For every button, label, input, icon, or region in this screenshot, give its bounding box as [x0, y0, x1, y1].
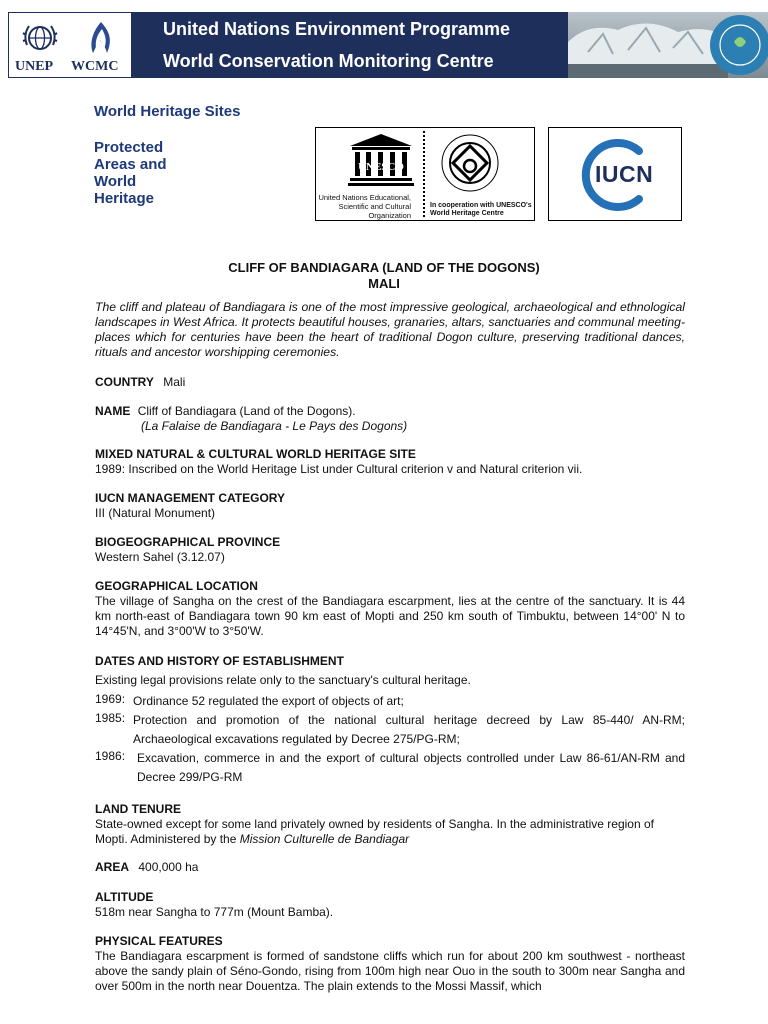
history-year: 1985: [95, 711, 126, 725]
mixed-site-text: 1989: Inscribed on the World Heritage List under Cultural criterion v and Natural criterion vii. [95, 462, 583, 476]
physical-features-text: The Bandiagara escarpment is formed of sandstone cliffs which run for about 200 km southwest - northeast above the sandy plain of Séno-Gondo, rising from 100m high near Ouo in the south to 300m near Sangha and over 500m in the north near Douentza. The plain extends to the Mossi Massif, which [95, 949, 685, 993]
unesco-temple-icon [346, 132, 416, 192]
mixed-site-heading: MIXED NATURAL & CULTURAL WORLD HERITAGE SITE [95, 447, 416, 461]
history-text: Protection and promotion of the national cultural heritage decreed by Law 85-440/ AN-RM; Archaeological excavations regulated by Decree 275/PG-RM; [133, 713, 685, 746]
iucn-logo-text: IUCN [595, 161, 654, 187]
history-heading: DATES AND HISTORY OF ESTABLISHMENT [95, 654, 344, 668]
unesco-organization-text: United Nations Educational, Scientific and Cultural Organization [318, 193, 411, 220]
history-item [95, 711, 685, 749]
history-year: 1986: [95, 749, 126, 763]
site-country-title: MALI [368, 276, 400, 291]
biogeo-text: Western Sahel (3.12.07) [95, 550, 225, 564]
altitude-section [95, 890, 685, 920]
land-tenure-heading: LAND TENURE [95, 802, 181, 816]
iucn-category-heading: IUCN MANAGEMENT CATEGORY [95, 491, 285, 505]
geo-location-section [95, 579, 685, 639]
unep-emblem-icon [21, 21, 59, 57]
partner-logos [8, 12, 132, 78]
country-label: COUNTRY [95, 375, 154, 389]
name-french: (La Falaise de Bandiagara - Le Pays des Dogons) [141, 419, 408, 433]
altitude-heading: ALTITUDE [95, 890, 154, 904]
intro-paragraph: The cliff and plateau of Bandiagara is one of the most impressive geological, archaeological and ethnological landscapes in West Africa. It protects beautiful houses, granaries, altars, sanctuaries and communal meeting-places which for centuries have been the heart of traditional Dogon culture, preserving traditional dances, rituals and ancestor worshipping ceremonies. [95, 300, 685, 359]
world-heritage-emblem-icon [430, 130, 510, 196]
history-text: Ordinance 52 regulated the export of objects of art; [133, 694, 404, 708]
history-item [95, 692, 685, 711]
history-text: Excavation, commerce in and the export of cultural objects controlled under Law 86-61/AN-RM and Decree 299/PG-RM [137, 751, 685, 784]
name-value: Cliff of Bandiagara (Land of the Dogons). [137, 404, 356, 418]
area-section [95, 860, 685, 875]
biogeo-heading: BIOGEOGRAPHICAL PROVINCE [95, 535, 281, 549]
unesco-cooperation-text: In cooperation with UNESCO's World Heritage Centre [430, 202, 532, 217]
wcmc-logo-text: WCMC [71, 59, 119, 74]
land-tenure-admin: Mission Culturelle de Bandiagar [239, 832, 410, 846]
protected-areas-heading: Protected Areas and World Heritage [94, 139, 167, 207]
wcmc-flame-icon [81, 19, 121, 59]
site-title: CLIFF OF BANDIAGARA (LAND OF THE DOGONS) [228, 260, 540, 275]
altitude-text: 518m near Sangha to 777m (Mount Bamba). [95, 905, 334, 919]
name-section [95, 404, 685, 434]
iucn-category-text: III (Natural Monument) [95, 506, 216, 520]
history-item [95, 749, 685, 787]
glacier-photo-image [568, 12, 768, 78]
history-year: 1969: [95, 692, 126, 706]
mixed-site-section [95, 447, 685, 477]
history-section [95, 654, 685, 787]
name-label: NAME [95, 404, 131, 418]
physical-features-heading: PHYSICAL FEATURES [95, 934, 223, 948]
area-value: 400,000 ha [138, 860, 199, 874]
iucn-category-section [95, 491, 685, 521]
country-value: Mali [163, 375, 186, 389]
biogeo-section [95, 535, 685, 565]
history-intro: Existing legal provisions relate only to the sanctuary's cultural heritage. [95, 673, 471, 687]
banner-title-wcmc: World Conservation Monitoring Centre [163, 51, 494, 71]
geo-location-text: The village of Sangha on the crest of the Bandiagara escarpment, lies at the centre of the sanctuary. It is 44 km north-east of Bandiagara town 90 km east of Mopti and 250 km south of Timbuktu, between 14°00' N to 14°45'N, and 3°00'W to 3°50'W. [95, 594, 685, 638]
geo-location-heading: GEOGRAPHICAL LOCATION [95, 579, 258, 593]
unesco-word: UNESCO [358, 161, 404, 173]
land-tenure-section [95, 802, 685, 847]
area-label: AREA [95, 860, 130, 874]
world-heritage-sites-heading: World Heritage Sites [94, 103, 241, 120]
header-banner [8, 12, 768, 78]
banner-title-unep: United Nations Environment Programme [163, 19, 511, 39]
physical-features-section [95, 934, 685, 994]
iucn-logo-box [548, 127, 682, 221]
country-section [95, 375, 685, 390]
land-tenure-text: State-owned except for some land privately owned by residents of Sangha. In the administrative region of Mopti. Administered by the [95, 817, 654, 846]
unesco-logo-box [315, 127, 535, 221]
unep-logo-text: UNEP [15, 59, 54, 74]
unesco-divider [423, 131, 425, 217]
